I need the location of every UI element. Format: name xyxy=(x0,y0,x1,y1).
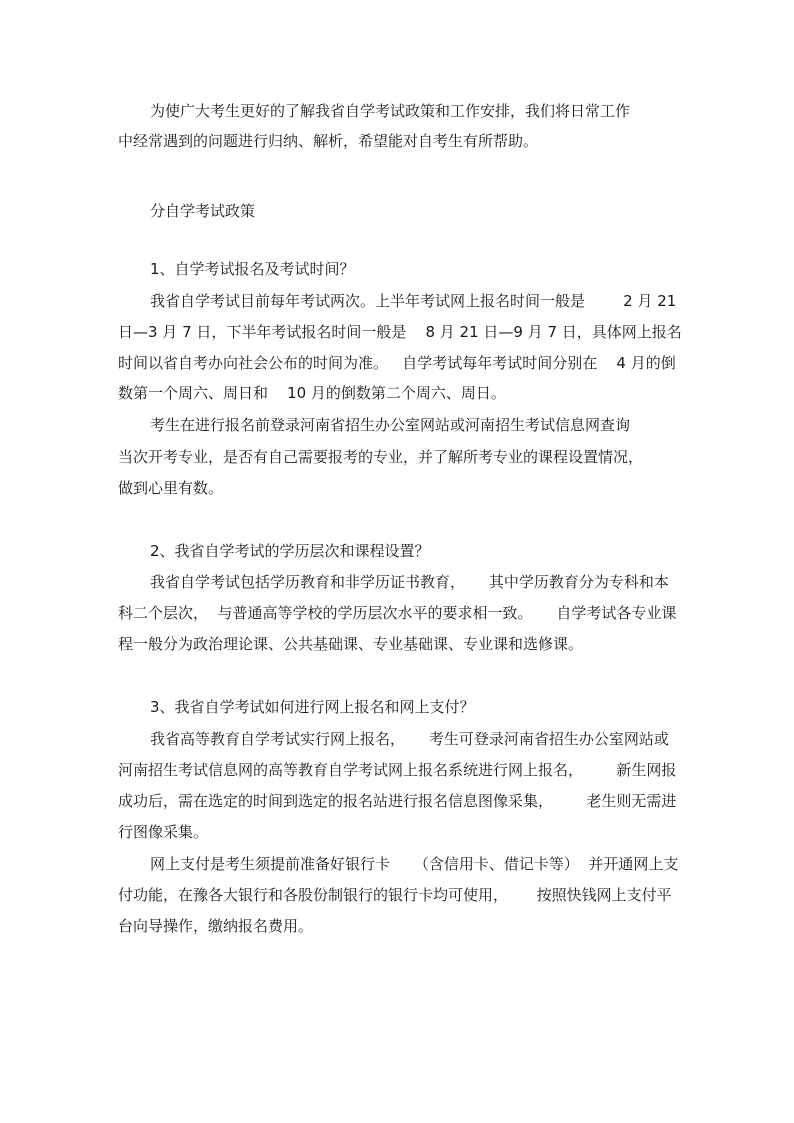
intro-line-1: 为使广大考生更好的了解我省自学考试政策和工作安排，我们将日常工作 xyxy=(150,102,631,120)
q1-p2-line-2: 当次开考专业，是否有自己需要报考的专业，并了解所考专业的课程设置情况， xyxy=(118,448,644,466)
q3-p2-line-1: 网上支付是考生须提前准备好银行卡 （含信用卡、借记卡等） 并开通网上支 xyxy=(150,855,679,873)
q3-p2-line-2: 付功能，在豫各大银行和各股份制银行的银行卡均可使用， 按照快钱网上支付平 xyxy=(118,886,672,904)
q1-title: 1、自学考试报名及考试时间？ xyxy=(150,260,355,278)
section-heading: 分自学考试政策 xyxy=(150,202,256,220)
q1-p1-line-4: 数第一个周六、周日和 10 月的倒数第二个周六、周日。 xyxy=(118,384,506,402)
q2-p1-line-2: 科二个层次， 与普通高等学校的学历层次水平的要求相一致。 自学考试各专业课 xyxy=(118,604,677,622)
q1-p2-line-1: 考生在进行报名前登录河南省招生办公室网站或河南招生考试信息网查询 xyxy=(150,416,631,434)
q3-title: 3、我省自学考试如何进行网上报名和网上支付？ xyxy=(150,698,475,716)
q1-p2-line-3: 做到心里有数。 xyxy=(118,479,224,497)
intro-line-2: 中经常遇到的问题进行归纳、解析，希望能对自考生有所帮助。 xyxy=(118,132,539,150)
q2-title: 2、我省自学考试的学历层次和课程设置？ xyxy=(150,542,430,560)
q3-p2-line-3: 台向导操作，缴纳报名费用。 xyxy=(118,917,314,935)
q1-p1-line-1: 我省自学考试目前每年考试两次。上半年考试网上报名时间一般是 2 月 21 xyxy=(150,292,677,310)
q3-p1-line-4: 行图像采集。 xyxy=(118,823,209,841)
q3-p1-line-3: 成功后，需在选定的时间到选定的报名站进行报名信息图像采集， 老生则无需进 xyxy=(118,792,677,810)
q3-p1-line-1: 我省高等教育自学考试实行网上报名， 考生可登录河南省招生办公室网站或 xyxy=(150,730,669,748)
q3-p1-line-2: 河南招生考试信息网的高等教育自学考试网上报名系统进行网上报名， 新生网报 xyxy=(118,761,677,779)
q2-p1-line-1: 我省自学考试包括学历教育和非学历证书教育， 其中学历教育分为专科和本 xyxy=(150,573,669,591)
q1-p1-line-3: 时间以省自考办向社会公布的时间为准。 自学考试每年考试时间分别在 4 月的倒 xyxy=(118,354,676,372)
q1-p1-line-2: 日—3 月 7 日，下半年考试报名时间一般是 8 月 21 日—9 月 7 日，具体网上报名 xyxy=(118,323,682,341)
q2-p1-line-3: 程一般分为政治理论课、公共基础课、专业基础课、专业课和选修课。 xyxy=(118,635,584,653)
